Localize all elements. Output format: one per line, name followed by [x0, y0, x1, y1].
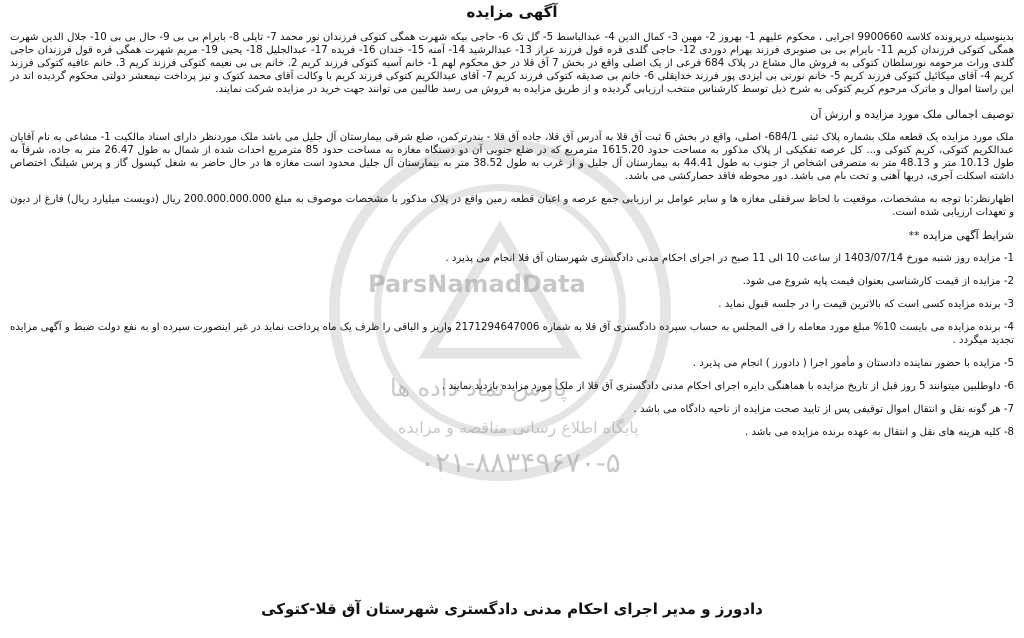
notice-content	[10, 3, 1015, 449]
conditions-list	[10, 252, 1014, 439]
property-description-paragraph: ملک مورد مزایده یک قطعه ملک بشماره پلاک ثبتی 684/1- اصلی، واقع در بخش 6 ثبت آق قلا به آدرس آق قلا، جاده آق قلا - بندرترکمن، ضلع شرقی بیمارستان آل جلیل می باشد ملک موردنظر دارای اسناد مالکیت 1- مشاعی به نام آقایان عبدالکریم کتوکی، کریم کتوکی و... کل عرصه تفکیکی از پلاک مذکور به مساحت حدود 1615.20 مترمربع که در ضلع جنوبی آن دو دستگاه مغازه به مساحت حدود 85 مترمربع احداث شده از شمال به طول 26.47 متر به جاده، شرقاً به طول 10.13 متر و 48.13 متر به متصرفی اشخاص از جنوب به طول 44.41 به بیمارستان آل جلیل و از غرب به طول 38.52 متر به بیمارستان آل جلیل محدود است مغازه ها در حال حاضر به شغل کپسول گاز و پرس شیلنگ اختصاص داشته اسکلت آجری، دربها آهنی و تخت بام می باشد. دور محوطه فاقد حصارکشی می باشد.	[10, 132, 1014, 182]
notice-title: آگهی مزایده	[466, 3, 558, 21]
condition-item: 7- هر گونه نقل و انتقال اموال توقیفی پس از تایید صحت مزایده از ناحیه دادگاه می باشد .	[633, 404, 1014, 415]
condition-item: 3- برنده مزایده کسی است که بالاترین قیمت را در جلسه قبول نماید .	[718, 299, 1014, 310]
condition-item: 2- مزایده از قیمت کارشناسی بعنوان قیمت پایه شروع می شود.	[742, 276, 1014, 287]
notice-intro-paragraph: بدینوسیله درپرونده کلاسه 9900660 اجرایی ، محکوم علیهم 1- بهروز 2- مهین 3- کمال الدین 4- عبدالباسط 5- گل تک 6- حاجی بیکه شهرت همگی کتوکی فرزندان نور محمد 7- تایلی 8- بایرام بی بی 9- حال بی بی 10- جلال الدین شهرت همگی کتوکی فرزندان کریم 11- بایرام بی بی صنوبری فرزند بهرام دوردی 12- حاجی گلدی قره قول فرزند عراز 13- عبدالرشید 14- آمنه 15- خندان 16- فریده 17- عبدالجلیل 18- یحیی 19- مریم شهرت همگی قره قول فرزندان حاجی گلدی وراث مرحومه نورسلطان کتوکی به فروش مال مشاع در پلاک 684 فرعی از یک اصلی واقع در بخش 7 آق قلا در حق محکوم لهم 1- خانم آسیه کتوکی فرزند کریم 2. خانم بی بی نعیمه کتوکی فرزند کریم 3. خانم عافیه کتوکی فرزند کریم 4- آقای میکائیل کتوکی فرزند کریم 5- خانم نورنی بی ایزدی پور فرزند خدایقلی 6- خانم بی صدیقه کتوکی فرزند کریم 7- آقای عبدالکریم کتوکی فرزند کریم با وکالت آقای محمد کتوک و نیز پرداخت نیمعشر دولتی محکوم گردیده اند در این راستا اموال و ماترک مرحوم کریم کتوکی به شرح ذیل توسط کارشناس منتخب ارزیابی گردیده و از طریق مزایده به فروش می رسد طالبین می توانند جهت خرید در مزایده شرکت نمایند.	[10, 32, 1015, 95]
condition-item: 1- مزایده روز شنبه مورخ 1403/07/14 از ساعت 10 الی 11 صبح در اجرای احکام مدنی دادگستری شهرستان آق قلا انجام می پذیرد .	[445, 253, 1014, 264]
watermark-brand-persian: پارس نماد داده ها	[390, 374, 567, 402]
watermark-tagline: پایگاه اطلاع رسانی مناقصه و مزایده	[398, 418, 639, 437]
condition-item: 5- مزایده با حضور نماینده دادستان و مأمور اجرا ( دادورز ) انجام می پذیرد .	[692, 358, 1014, 369]
condition-item: 4- برنده مزایده می بایست 10% مبلغ مورد معامله را فی المجلس به حساب سپرده دادگستری آق قلا به شماره 2171294647006 واریز و الباقی را ظرف یک ماه پرداخت نماید در غیر اینصورت سپرده او به نفع دولت ضبط و آگهی مزایده تجدید میگردد .	[10, 322, 1014, 346]
condition-item: 6- داوطلبین میتوانند 5 روز قبل از تاریخ مزایده با هماهنگی دایره اجرای احکام مدنی دادگستری آق قلا از ملک مورد مزایده بازدید نمایند .	[441, 381, 1014, 392]
conditions-heading: شرایط آگهی مزایده **	[908, 229, 1014, 242]
valuation-paragraph: اظهارنظر:با توجه به مشخصات، موقعیت با لحاظ سرقفلی مغازه ها و سایر عوامل بر ارزیابی جمع عرصه و اعیان قطعه زمین واقع در پلاک مذکور با مشخصات موصوف به مبلغ 200.000.000.000 ریال (دویست میلیارد ریال) فارغ از دیون و تعهدات ارزیابی شده است.	[10, 194, 1014, 218]
property-description-heading: توصیف اجمالی ملک مورد مزایده و ارزش آن	[810, 108, 1014, 121]
watermark-phone: ۰۲۱-۸۸۳۴۹۶۷۰-۵	[420, 446, 621, 479]
signature-line: دادورز و مدیر اجرای احکام مدنی دادگستری شهرستان آق قلا-کتوکی	[261, 600, 763, 618]
condition-item: 8- کلیه هزینه های نقل و انتقال به عهده برنده مزایده می باشد .	[744, 427, 1014, 438]
watermark-brand-latin: ParsNamadData	[368, 270, 586, 298]
